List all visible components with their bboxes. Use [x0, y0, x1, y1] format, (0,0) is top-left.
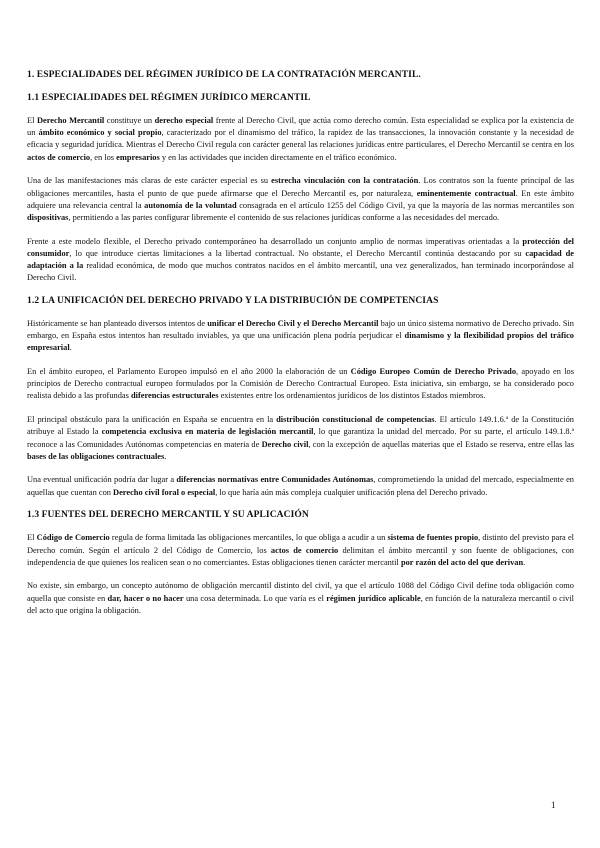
section-heading-1-3: 1.3 FUENTES DEL DERECHO MERCANTIL Y SU APLICACIÓN	[27, 510, 309, 521]
document-page	[27, 70, 574, 629]
bold-term: Derecho civil foral o especial	[113, 487, 216, 497]
bold-term: unificar el Derecho Civil y el Derecho Mercantil	[207, 318, 379, 328]
bold-term: Código de Comercio	[36, 533, 110, 543]
bold-term: dinamismo y la flexibilidad propios del tráfico empresarial	[27, 331, 574, 353]
paragraph: Históricamente se han planteado diversos intentos de unificar el Derecho Civil y el Derecho Mercantil bajo un único sistema normativo de Derecho privado. Sin embargo, en España estos intentos han resultado inviables, ya que una unificación plena podría perjudicar el dinamismo y la flexibilidad propios del tráfico empresarial.	[27, 318, 574, 353]
bold-term: dar, hacer o no hacer	[107, 593, 184, 603]
bold-term: empresarios	[116, 152, 160, 162]
bold-term: distribución constitucional de competencias	[276, 415, 435, 425]
paragraph: El principal obstáculo para la unificación en España se encuentra en la distribución constitucional de competencias. El artículo 149.1.6.ª de la Constitución atribuye al Estado la competencia exclusiva en materia de legislación mercantil, lo que garantiza la unidad del mercado. Por su parte, el artículo 149.1.8.ª reconoce a las Comunidades Autónomas competencias en materia de Derecho civil, con la excepción de aquellas materias que el Estado se reserva, entre ellas las bases de las obligaciones contractuales.	[27, 415, 574, 461]
bold-term: por razón del acto del que derivan	[400, 557, 524, 567]
bold-term: sistema de fuentes propio	[387, 533, 479, 543]
paragraph: Frente a este modelo flexible, el Derecho privado contemporáneo ha desarrollado un conjunto amplio de normas imperativas orientadas a la protección del consumidor, lo que introduce ciertas limitaciones a la libertad contractual. No obstante, el Derecho Mercantil continúa destacando por su capacidad de adaptación a la realidad económica, de modo que muchos contratos nacidos en el ámbito mercantil, una vez generalizados, han terminado incorporándose al Derecho Civil.	[27, 236, 574, 283]
page-number: 1	[551, 800, 556, 810]
section-heading-1-2: 1.2 LA UNIFICACIÓN DEL DERECHO PRIVADO Y LA DISTRIBUCIÓN DE COMPETENCIAS	[27, 295, 439, 306]
bold-term: derecho especial	[154, 116, 214, 125]
bold-term: Derecho Mercantil	[36, 116, 105, 125]
bold-term: capacidad de adaptación a la	[27, 248, 574, 271]
bold-term: estrecha vinculación con la contratación	[271, 176, 419, 186]
bold-term: actos de comercio	[270, 545, 339, 555]
bold-term: eminentemente contractual	[416, 188, 516, 198]
paragraph: Una eventual unificación podría dar lugar a diferencias normativas entre Comunidades Autónomas, comprometiendo la unidad del mercado, especialmente en aquellas que cuentan con Derecho civil foral o especial, lo que haría aún más compleja cualquier unificación plena del Derecho privado.	[27, 475, 574, 497]
bold-term: dispositivas	[27, 212, 69, 222]
paragraph: El Derecho Mercantil constituye un derecho especial frente al Derecho Civil, que actúa como derecho común. Esta especialidad se explica por la existencia de un ámbito económico y social propio, caracterizado por el dinamismo del tráfico, la rapidez de las transacciones, la innovación constante y la necesidad de eficacia y seguridad jurídica. Mientras el Derecho Civil regula con carácter general las relaciones jurídicas entre particulares, el Derecho Mercantil se centra en los actos de comercio, en los empresarios y en las actividades que inciden directamente en el tráfico económico.	[27, 116, 575, 162]
bold-term: protección del consumidor	[27, 236, 574, 258]
bold-term: ámbito económico y social propio	[38, 128, 162, 138]
bold-term: diferencias estructurales	[130, 391, 219, 401]
bold-term: actos de comercio	[27, 152, 91, 162]
paragraph: Una de las manifestaciones más claras de este carácter especial es su estrecha vinculación con la contratación. Los contratos son la fuente principal de las obligaciones mercantiles, hasta el punto de que puede afirmarse que el Derecho Mercantil es, por naturaleza, eminentemente contractual. En este ámbito adquiere una relevancia central la autonomía de la voluntad consagrada en el artículo 1255 del Código Civil, ya que la mayoría de las normas mercantiles son dispositivas, permitiendo a las partes configurar libremente el contenido de sus relaciones jurídicas conforme a las necesidades del mercado.	[27, 176, 575, 222]
bold-term: bases de las obligaciones contractuales	[27, 451, 165, 461]
bold-term: Código Europeo Común de Derecho Privado	[350, 367, 517, 377]
document-title: 1. ESPECIALIDADES DEL RÉGIMEN JURÍDICO DE LA CONTRATACIÓN MERCANTIL.	[27, 70, 421, 80]
bold-term: autonomía de la voluntad	[144, 200, 237, 210]
paragraph: En el ámbito europeo, el Parlamento Europeo impulsó en el año 2000 la elaboración de un Código Europeo Común de Derecho Privado, apoyado en los principios de Derecho contractual europeo formulados por la Comisión de Derecho Contractual Europeo. Esta iniciativa, sin embargo, se ha considerado poco realista debido a las profundas diferencias estructurales existentes entre los ordenamientos jurídicos de los distintos Estados miembros.	[27, 367, 574, 401]
bold-term: competencia exclusiva en materia de legislación mercantil	[101, 427, 314, 437]
bold-term: diferencias normativas entre Comunidades Autónomas	[176, 475, 374, 485]
paragraph: El Código de Comercio regula de forma limitada las obligaciones mercantiles, lo que obliga a acudir a un sistema de fuentes propio, distinto del previsto para el Derecho común. Según el artículo 2 del Código de Comercio, los actos de comercio delimitan el ámbito mercantil y son fuente de obligaciones, con independencia de que quienes los realicen sean o no comerciantes. Estas obligaciones tienen carácter mercantil por razón del acto del que derivan.	[27, 533, 574, 567]
section-heading-1-1: 1.1 ESPECIALIDADES DEL RÉGIMEN JURÍDICO MERCANTIL	[27, 93, 311, 103]
bold-term: Derecho civil	[261, 439, 309, 449]
bold-term: régimen jurídico aplicable	[326, 593, 421, 603]
paragraph: No existe, sin embargo, un concepto autónomo de obligación mercantil distinto del civil, ya que el artículo 1088 del Código Civil define toda obligación como aquella que consiste en dar, hacer o no hacer una cosa determinada. Lo que varía es el régimen jurídico aplicable, en función de la naturaleza mercantil o civil del acto que origina la obligación.	[27, 581, 575, 615]
